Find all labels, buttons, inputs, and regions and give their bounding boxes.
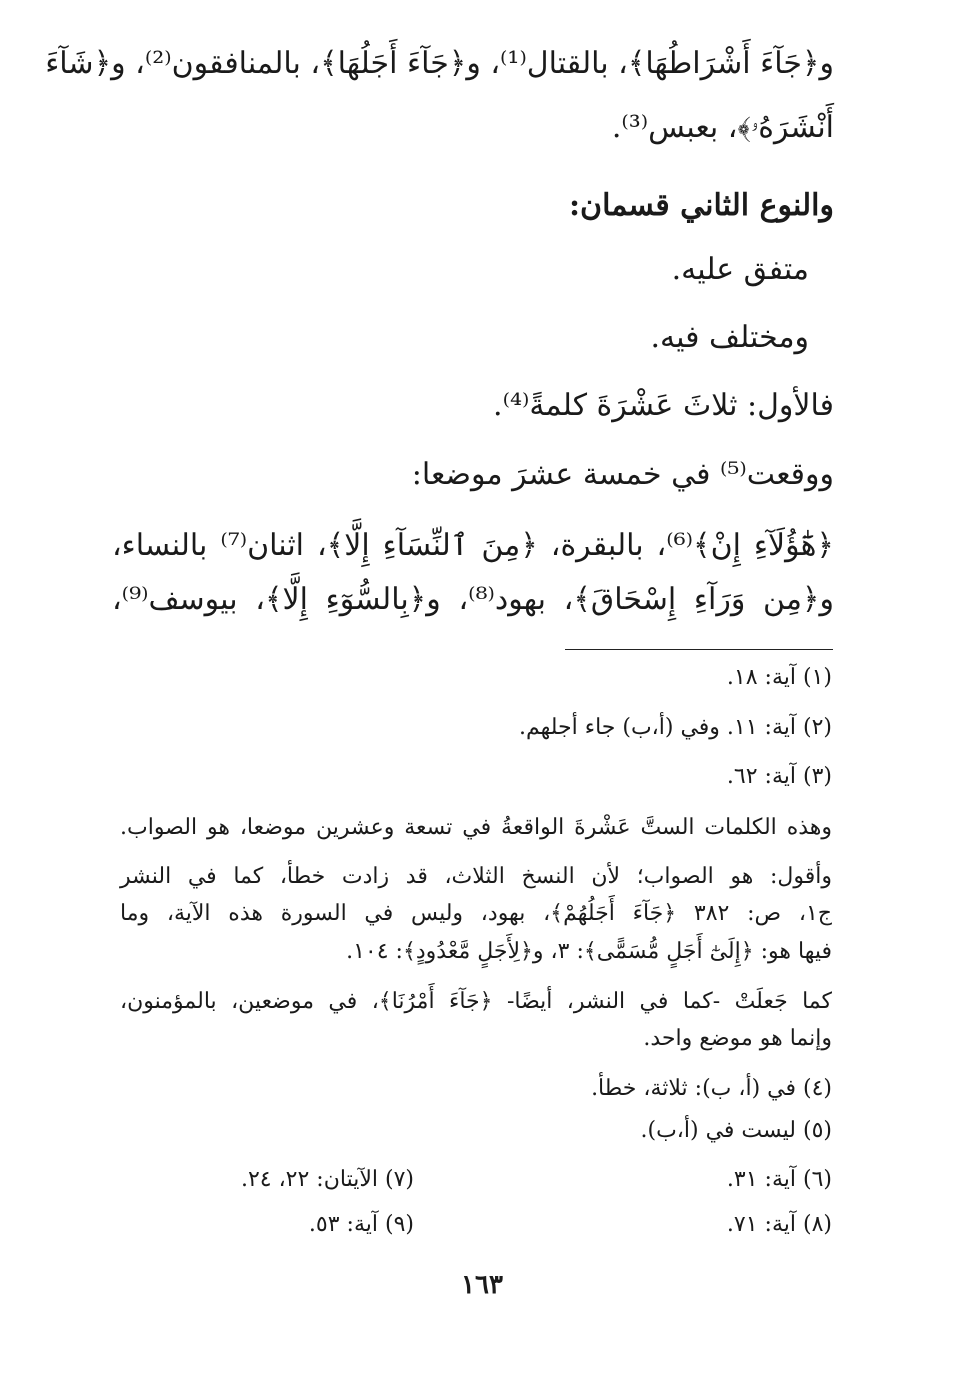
footnote: (٤) في (أ، ب): ثلاثة، خطأ. bbox=[591, 1076, 832, 1101]
footnote: ج١، ص: ٣٨٢ ﴿جَآءَ أَجَلُهُمْ﴾، بهود، وليس في السورة هذه الآية، وما bbox=[120, 901, 832, 926]
footnote: فيها هو: ﴿إِلَىٰٓ أَجَلٍ مُّسَمًّى﴾: ٣، و﴿لِأَجَلٍ مَّعْدُودٍ﴾: ١٠٤. bbox=[346, 939, 832, 964]
footnote: (٢) آية: ١١. وفي (أ،ب) جاء أجلهم. bbox=[518, 715, 832, 740]
footnote: (٩) آية: ٥٣. bbox=[308, 1212, 414, 1237]
footnote: (٥) ليست في (أ،ب). bbox=[640, 1118, 832, 1143]
body-line: و﴿مِن وَرَآءِ إِسْحَاقَ﴾، بهود⁽⁸⁾، و﴿بِالسُّوٓءِ إِلَّا﴾، بيوسف⁽⁹⁾، bbox=[112, 582, 834, 617]
page-number: ١٦٣ bbox=[461, 1270, 503, 1300]
body-line: أَنْشَرَهُۥ﴾، بعبس⁽³⁾. bbox=[611, 110, 834, 145]
footnote: وهذه الكلمات الستَّ عَشْرةَ الواقعةُ في تسعة وعشرين موضعا، هو الصواب. bbox=[120, 815, 832, 840]
section-heading: والنوع الثاني قسمان: bbox=[568, 188, 834, 223]
body-line: فالأول: ثلاثَ عَشْرَةَ كلمةً⁽⁴⁾. bbox=[493, 388, 834, 423]
footnote: (٦) آية: ٣١. bbox=[726, 1167, 832, 1192]
footnote: (٨) آية: ٧١. bbox=[726, 1212, 832, 1237]
footnote: (٧) الآيتان: ٢٢، ٢٤. bbox=[240, 1167, 414, 1192]
footnote: وإنما هو موضع واحد. bbox=[643, 1026, 832, 1051]
footnote: كما جَعلَتْ -كما في النشر، أيضًا- ﴿جَآءَ أَمْرُنَا﴾، في موضعين، بالمؤمنون، bbox=[120, 989, 832, 1014]
body-line: متفق عليه. bbox=[671, 252, 809, 287]
footnote-separator bbox=[565, 649, 833, 650]
footnote: وأقول: هو الصواب؛ لأن النسخ الثلاث، قد زادت خطأ، كما في النشر bbox=[120, 864, 832, 889]
body-line: ومختلف فيه. bbox=[650, 320, 809, 355]
body-line: و﴿جَآءَ أَشْرَاطُهَا﴾، بالقتال⁽¹⁾، و﴿جَآءَ أَجَلُهَا﴾، بالمنافقون⁽²⁾، و﴿شَآءَ bbox=[45, 46, 834, 81]
body-line: ﴿هَٰٓؤُلَآءِ إِنْ﴾⁽⁶⁾، بالبقرة، ﴿مِنَ ٱلنِّسَآءِ إِلَّا﴾، اثنان⁽⁷⁾ بالنساء، bbox=[112, 528, 834, 563]
footnote: (١) آية: ١٨. bbox=[726, 665, 832, 690]
body-line: ووقعت⁽⁵⁾ في خمسة عشرَ موضعا: bbox=[411, 457, 834, 492]
footnote: (٣) آية: ٦٢. bbox=[726, 764, 832, 789]
